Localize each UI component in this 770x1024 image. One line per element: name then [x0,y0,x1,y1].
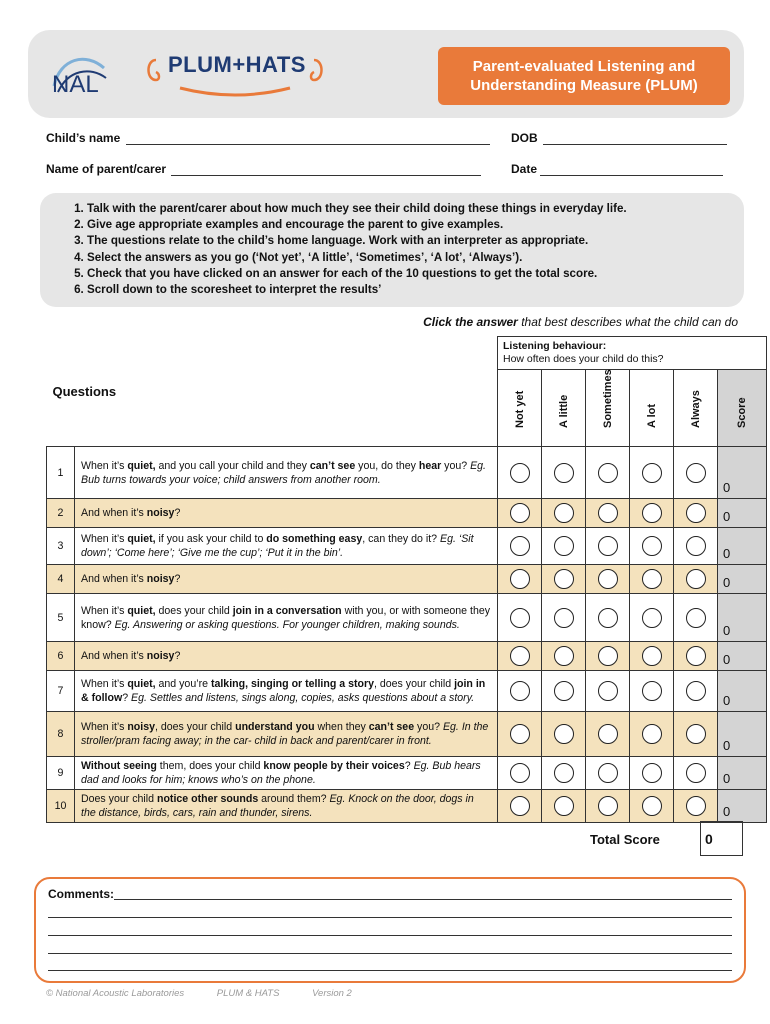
question-text: Without seeing them, does your child know people by their voices? Eg. Bub hears dad and looks for him; knows who’s on the phone. [75,757,498,790]
comments-line[interactable] [48,970,732,971]
question-number: 7 [47,671,75,712]
answer-radio-sometimes[interactable] [598,569,618,589]
col-header-a-lot: A lot [630,370,674,447]
answer-cell [630,712,674,757]
instructions-panel [40,193,744,307]
answer-cell [674,712,718,757]
answer-radio-a-little[interactable] [554,724,574,744]
answer-radio-a-lot[interactable] [642,463,662,483]
question-number: 9 [47,757,75,790]
answer-cell [498,790,542,823]
answer-radio-not-yet[interactable] [510,724,530,744]
svg-text:NAL: NAL [52,71,99,98]
answer-cell [630,565,674,594]
answer-radio-a-little[interactable] [554,503,574,523]
answer-radio-a-lot[interactable] [642,503,662,523]
answer-radio-sometimes[interactable] [598,463,618,483]
answer-radio-always[interactable] [686,536,706,556]
comments-label: Comments: [48,887,115,901]
answer-cell [674,565,718,594]
question-score: 0 [718,757,767,790]
answer-cell [498,447,542,499]
answer-radio-sometimes[interactable] [598,646,618,666]
question-text: And when it’s noisy? [75,499,498,528]
answer-cell [542,790,586,823]
answer-cell [630,790,674,823]
answer-radio-sometimes[interactable] [598,724,618,744]
answer-cell [630,594,674,642]
question-number: 4 [47,565,75,594]
table-row [47,671,767,712]
answer-cell [542,712,586,757]
answer-cell [542,671,586,712]
col-header-score: Score [718,370,767,447]
answer-cell [630,671,674,712]
header-banner [28,30,744,118]
answer-cell [674,671,718,712]
col-header-a-little: A little [542,370,586,447]
questions-heading: Questions [47,337,498,447]
parent-name-input[interactable] [171,163,481,176]
question-text: When it’s quiet, and you’re talking, singing or telling a story, does your child join in & follow? Eg. Settles and listens, sings along, copies, asks questions about a story. [75,671,498,712]
answer-radio-a-little[interactable] [554,463,574,483]
dob-label: DOB [511,131,538,145]
answer-radio-not-yet[interactable] [510,503,530,523]
answer-radio-always[interactable] [686,463,706,483]
answer-cell [630,757,674,790]
question-number: 6 [47,642,75,671]
answer-radio-a-little[interactable] [554,569,574,589]
answer-radio-not-yet[interactable] [510,763,530,783]
question-score: 0 [718,671,767,712]
answer-radio-always[interactable] [686,503,706,523]
answer-radio-a-lot[interactable] [642,608,662,628]
listening-behaviour-header [498,337,767,370]
answer-cell [630,642,674,671]
answer-radio-not-yet[interactable] [510,608,530,628]
question-text: And when it’s noisy? [75,565,498,594]
questions-table [46,336,767,823]
footer-copyright: © National Acoustic Laboratories [46,988,185,999]
question-score: 0 [718,447,767,499]
dob-field [511,131,727,145]
listening-behaviour-subtitle: How often does your child do this? [503,353,664,365]
answer-radio-a-lot[interactable] [642,724,662,744]
answer-cell [586,757,630,790]
instruction-item: 2. Give age appropriate examples and encourage the parent to give examples. [87,217,744,233]
question-score: 0 [718,499,767,528]
answer-cell [498,499,542,528]
answer-cell [498,757,542,790]
answer-radio-not-yet[interactable] [510,536,530,556]
answer-cell [498,528,542,565]
question-score: 0 [718,594,767,642]
date-field [511,162,723,176]
child-name-field [46,131,490,145]
answer-cell [586,565,630,594]
answer-radio-a-little[interactable] [554,608,574,628]
answer-radio-sometimes[interactable] [598,503,618,523]
table-row [47,757,767,790]
answer-cell [542,447,586,499]
answer-cell [674,528,718,565]
answer-radio-not-yet[interactable] [510,681,530,701]
question-number: 10 [47,790,75,823]
answer-radio-always[interactable] [686,796,706,816]
answer-cell [498,671,542,712]
click-instruction-rest: that best describes what the child can do [517,315,738,329]
question-score: 0 [718,712,767,757]
instruction-item: 5. Check that you have clicked on an answer for each of the 10 questions to get the total score. [87,266,744,282]
click-instruction-bold: Click the answer [423,315,518,329]
form-title-line1: Parent-evaluated Listening and [472,58,696,75]
question-score: 0 [718,642,767,671]
answer-cell [498,594,542,642]
date-label: Date [511,162,538,176]
answer-radio-a-lot[interactable] [642,763,662,783]
plum-hats-logo [140,48,330,102]
answer-cell [542,642,586,671]
total-score-label: Total Score [590,832,660,847]
total-score-value: 0 [700,821,743,856]
instruction-item: 1. Talk with the parent/carer about how much they see their child doing these things in everyday life. [87,201,744,217]
answer-cell [586,447,630,499]
answer-cell [542,528,586,565]
instruction-item: 4. Select the answers as you go (‘Not yet’, ‘A little’, ‘Sometimes’, ‘A lot’, ‘Always’). [87,250,744,266]
table-row [47,528,767,565]
answer-radio-a-little[interactable] [554,646,574,666]
comments-line[interactable] [48,935,732,936]
form-title [438,47,730,105]
table-row [47,565,767,594]
col-header-not-yet: Not yet [498,370,542,447]
comments-line[interactable] [48,953,732,954]
child-name-input[interactable] [126,132,490,145]
question-text: Does your child notice other sounds around them? Eg. Knock on the door, dogs in the distance, birds, cars, rain and thunder, sirens. [75,790,498,823]
answer-radio-a-lot[interactable] [642,646,662,666]
answer-radio-always[interactable] [686,763,706,783]
comments-line[interactable] [114,899,732,900]
answer-radio-not-yet[interactable] [510,569,530,589]
instruction-item: 6. Scroll down to the scoresheet to interpret the results’ [87,282,744,298]
listening-behaviour-title: Listening behaviour: [503,340,607,352]
question-number: 2 [47,499,75,528]
table-row [47,642,767,671]
question-number: 8 [47,712,75,757]
question-text: When it’s quiet, does your child join in a conversation with you, or with someone they know? Eg. Answering or asking questions. For younger children, making sounds. [75,594,498,642]
footer-version: Version 2 [312,988,352,999]
table-row [47,790,767,823]
comments-line[interactable] [48,917,732,918]
question-score: 0 [718,790,767,823]
answer-radio-not-yet[interactable] [510,796,530,816]
answer-radio-always[interactable] [686,569,706,589]
answer-radio-always[interactable] [686,724,706,744]
answer-cell [674,499,718,528]
parent-name-field [46,162,481,176]
answer-radio-a-lot[interactable] [642,796,662,816]
child-name-label: Child’s name [46,131,121,145]
answer-radio-sometimes[interactable] [598,681,618,701]
table-row [47,447,767,499]
dob-input[interactable] [543,132,727,145]
answer-cell [586,594,630,642]
answer-radio-a-little[interactable] [554,681,574,701]
question-number: 3 [47,528,75,565]
answer-cell [586,712,630,757]
col-header-always: Always [674,370,718,447]
answer-cell [586,642,630,671]
answer-cell [498,712,542,757]
answer-radio-a-lot[interactable] [642,681,662,701]
answer-radio-a-little[interactable] [554,536,574,556]
answer-radio-always[interactable] [686,681,706,701]
answer-cell [542,565,586,594]
plum-hats-logo-text: PLUM+HATS [168,52,306,77]
comments-box[interactable] [34,877,746,983]
answer-cell [586,528,630,565]
answer-cell [674,594,718,642]
question-score: 0 [718,528,767,565]
footer [46,988,382,999]
answer-radio-a-lot[interactable] [642,569,662,589]
answer-cell [674,642,718,671]
question-number: 5 [47,594,75,642]
question-text: When it’s quiet, and you call your child and they can’t see you, do they hear you? Eg. Bub turns towards your voice; child answers from another room. [75,447,498,499]
answer-cell [630,528,674,565]
answer-cell [630,499,674,528]
answer-cell [674,757,718,790]
answer-radio-sometimes[interactable] [598,608,618,628]
answer-radio-sometimes[interactable] [598,763,618,783]
instruction-item: 3. The questions relate to the child’s home language. Work with an interpreter as appropriate. [87,233,744,249]
col-header-sometimes: Sometimes [586,370,630,447]
nal-logo [46,48,116,100]
answer-radio-a-little[interactable] [554,796,574,816]
table-row [47,712,767,757]
question-text: When it’s noisy, does your child understand you when they can’t see you? Eg. In the stroller/pram facing away; in the car- child in back and parent/carer in front. [75,712,498,757]
answer-radio-not-yet[interactable] [510,463,530,483]
question-number: 1 [47,447,75,499]
table-row [47,499,767,528]
answer-radio-always[interactable] [686,646,706,666]
question-score: 0 [718,565,767,594]
parent-name-label: Name of parent/carer [46,162,167,176]
answer-radio-a-little[interactable] [554,763,574,783]
answer-cell [542,757,586,790]
answer-cell [630,447,674,499]
answer-cell [586,671,630,712]
answer-cell [498,642,542,671]
answer-cell [674,790,718,823]
answer-radio-sometimes[interactable] [598,536,618,556]
form-title-line2: Understanding Measure (PLUM) [470,77,698,94]
instructions-list [40,193,744,298]
click-instruction [300,315,738,329]
answer-cell [542,499,586,528]
question-text: And when it’s noisy? [75,642,498,671]
answer-radio-always[interactable] [686,608,706,628]
footer-product: PLUM & HATS [216,988,280,999]
answer-cell [674,447,718,499]
answer-radio-sometimes[interactable] [598,796,618,816]
answer-cell [586,790,630,823]
question-text: When it’s quiet, if you ask your child to do something easy, can they do it? Eg. ‘Sit down’; ‘Come here’; ‘Give me the cup’; ‘Put it in the bin’. [75,528,498,565]
answer-cell [498,565,542,594]
date-input[interactable] [540,163,723,176]
answer-cell [542,594,586,642]
table-row [47,594,767,642]
answer-radio-a-lot[interactable] [642,536,662,556]
answer-cell [586,499,630,528]
answer-radio-not-yet[interactable] [510,646,530,666]
